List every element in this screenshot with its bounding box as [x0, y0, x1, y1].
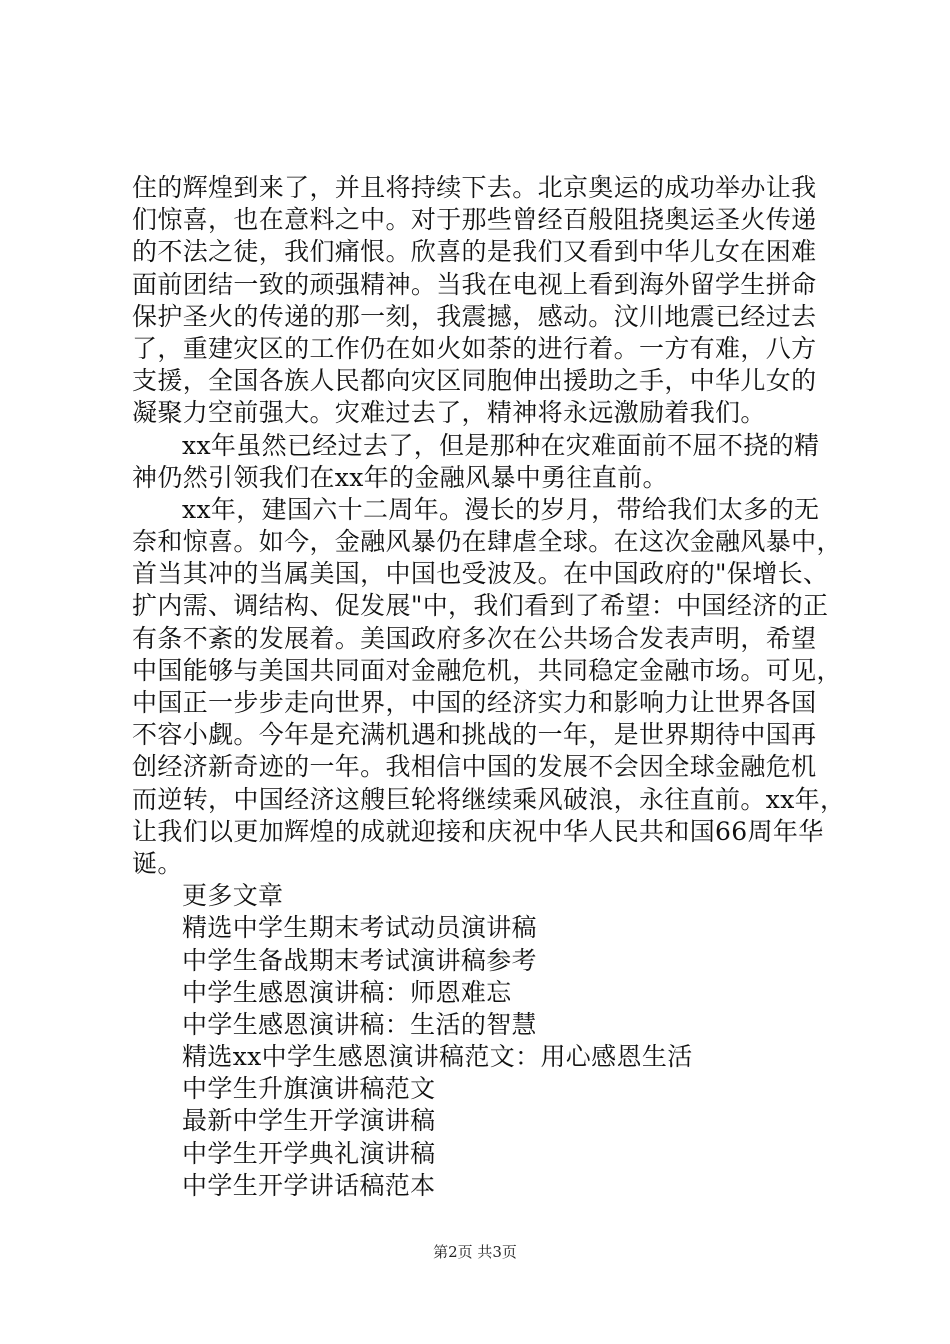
paragraph-start-line: xx年，建国六十二周年。漫长的岁月，带给我们太多的无: [182, 494, 820, 524]
more-article-link[interactable]: 中学生感恩演讲稿：师恩难忘: [182, 977, 512, 1007]
more-article-link[interactable]: 中学生感恩演讲稿：生活的智慧: [182, 1009, 537, 1039]
body-line: 了，重建灾区的工作仍在如火如荼的进行着。一方有难，八方: [132, 333, 817, 363]
more-article-link[interactable]: 精选xx中学生感恩演讲稿范文：用心感恩生活: [182, 1042, 693, 1072]
page-footer: [0, 1242, 950, 1262]
body-line: 让我们以更加辉煌的成就迎接和庆祝中华人民共和国66周年华: [132, 816, 824, 846]
body-line: 们惊喜，也在意料之中。对于那些曾经百般阻挠奥运圣火传递: [132, 205, 817, 235]
body-line: 扩内需、调结构、促发展"中，我们看到了希望：中国经济的正: [132, 591, 829, 621]
body-line: 中国能够与美国共同面对金融危机，共同稳定金融市场。可见，: [132, 655, 842, 685]
body-line: 面前团结一致的顽强精神。当我在电视上看到海外留学生拼命: [132, 269, 817, 299]
body-line: 中国正一步步走向世界，中国的经济实力和影响力让世界各国: [132, 688, 817, 717]
body-line: 神仍然引领我们在xx年的金融风暴中勇往直前。: [132, 462, 668, 492]
page-number: 第2页 共3页: [433, 1243, 517, 1261]
body-line: 诞。: [132, 848, 183, 878]
body-line: 住的辉煌到来了，并且将持续下去。北京奥运的成功举办让我: [132, 173, 817, 202]
body-line: 保护圣火的传递的那一刻，我震撼，感动。汶川地震已经过去: [132, 301, 817, 331]
more-article-link[interactable]: 中学生开学讲话稿范本: [182, 1170, 436, 1200]
body-line: 奈和惊喜。如今，金融风暴仍在肆虐全球。在这次金融风暴中，: [132, 527, 842, 557]
body-line: 创经济新奇迹的一年。我相信中国的发展不会因全球金融危机: [132, 752, 817, 782]
body-line: 不容小觑。今年是充满机遇和挑战的一年，是世界期待中国再: [132, 720, 817, 750]
more-article-link[interactable]: 中学生升旗演讲稿范文: [182, 1074, 436, 1104]
body-line: 支援，全国各族人民都向灾区同胞伸出援助之手，中华儿女的: [132, 366, 817, 396]
body-line: 有条不紊的发展着。美国政府多次在公共场合发表声明，希望: [132, 623, 817, 653]
more-article-link[interactable]: 精选中学生期末考试动员演讲稿: [182, 913, 537, 943]
more-article-link[interactable]: 最新中学生开学演讲稿: [182, 1106, 436, 1136]
body-line: 而逆转，中国经济这艘巨轮将继续乘风破浪，永往直前。xx年，: [132, 784, 846, 814]
body-line: 的不法之徒，我们痛恨。欣喜的是我们又看到中华儿女在困难: [132, 237, 817, 267]
more-article-link[interactable]: 中学生开学典礼演讲稿: [182, 1138, 436, 1168]
more-articles-heading: 更多文章: [182, 881, 284, 911]
body-line: 凝聚力空前强大。灾难过去了，精神将永远激励着我们。: [132, 398, 766, 428]
body-line: 首当其冲的当属美国，中国也受波及。在中国政府的"保增长、: [132, 559, 829, 589]
document-body: [132, 172, 846, 1202]
paragraph-start-line: xx年虽然已经过去了，但是那种在灾难面前不屈不挠的精: [182, 430, 820, 460]
more-article-link[interactable]: 中学生备战期末考试演讲稿参考: [182, 945, 537, 975]
